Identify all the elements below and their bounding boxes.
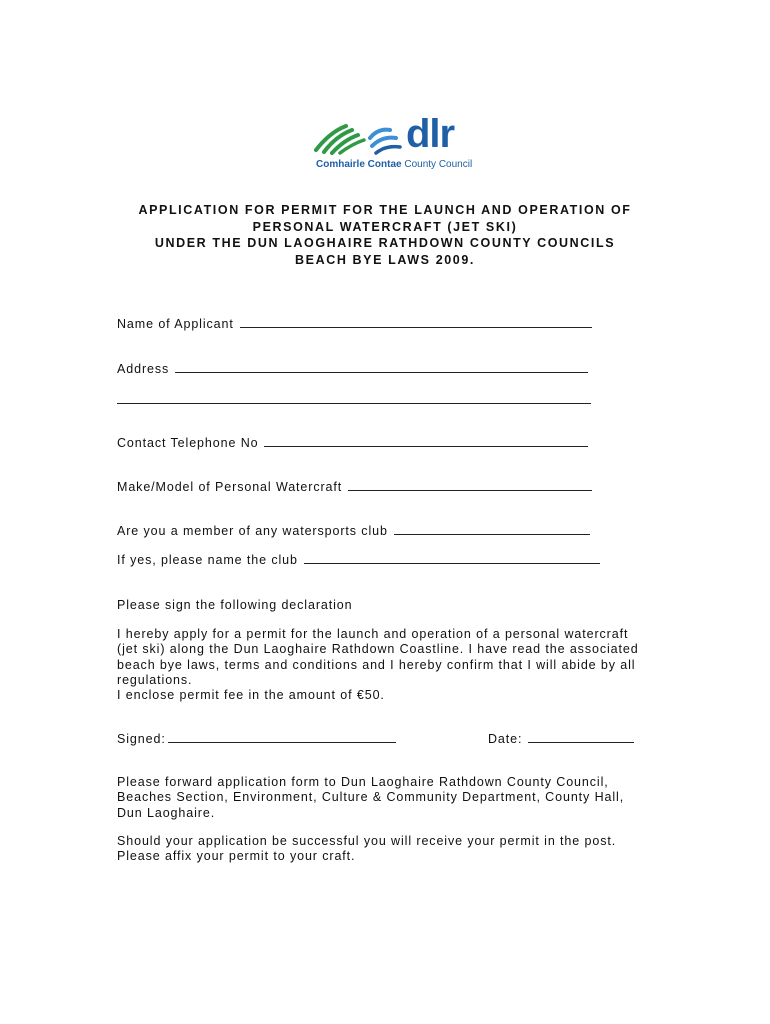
logo-subtitle-irish: Comhairle Contae <box>316 159 402 170</box>
date-label: Date: <box>488 732 523 746</box>
declaration-heading: Please sign the following declaration <box>117 598 353 612</box>
club-member-label: Are you a member of any watersports club <box>117 524 388 538</box>
title-line-3: UNDER THE DUN LAOGHAIRE RATHDOWN COUNTY COUNCILS <box>154 236 616 250</box>
make-model-field[interactable] <box>348 479 592 491</box>
declaration-line-3: beach bye laws, terms and conditions and I hereby confirm that I will abide by all <box>117 657 636 672</box>
address-field-line-2[interactable] <box>117 392 591 404</box>
closing-line-1: Should your application be successful you will receive your permit in the post. <box>117 834 617 848</box>
telephone-label: Contact Telephone No <box>117 436 259 450</box>
signed-label: Signed: <box>117 732 166 746</box>
club-member-field[interactable] <box>394 523 590 535</box>
signed-row <box>117 731 396 747</box>
declaration-line-5: I enclose permit fee in the amount of €50. <box>117 688 385 703</box>
declaration-line-2: (jet ski) along the Dun Laoghaire Rathdown Coastline. I have read the associated <box>117 642 639 657</box>
applicant-name-row <box>117 316 592 332</box>
title-line-2: PERSONAL WATERCRAFT (JET SKI) <box>252 219 518 234</box>
make-model-row <box>117 479 592 495</box>
council-logo <box>312 112 473 176</box>
forwarding-line-1: Please forward application form to Dun Laoghaire Rathdown County Council, <box>117 775 609 789</box>
closing-line-2: Please affix your permit to your craft. <box>117 849 356 864</box>
club-name-field[interactable] <box>304 552 600 564</box>
declaration-line-4: regulations. <box>117 672 193 687</box>
declaration-line-1: I hereby apply for a permit for the launch and operation of a personal watercraft <box>117 627 629 641</box>
logo-subtitle-english: County Council <box>404 159 473 170</box>
wave-icon <box>312 118 412 158</box>
logo-wordmark: dlr <box>406 112 455 156</box>
telephone-field[interactable] <box>264 435 588 447</box>
applicant-name-field[interactable] <box>240 316 592 328</box>
document-title <box>85 202 685 268</box>
telephone-row <box>117 435 588 451</box>
club-name-label: If yes, please name the club <box>117 553 298 567</box>
logo-subtitle <box>316 159 472 170</box>
address-row-2 <box>117 392 591 408</box>
title-line-1: APPLICATION FOR PERMIT FOR THE LAUNCH AND OPERATION OF <box>138 203 632 217</box>
applicant-name-label: Name of Applicant <box>117 317 234 331</box>
address-row <box>117 361 588 377</box>
forwarding-line-2: Beaches Section, Environment, Culture & Community Department, County Hall, <box>117 790 625 805</box>
signature-field[interactable] <box>168 731 396 743</box>
forwarding-instructions <box>117 775 662 821</box>
closing-text <box>117 834 662 865</box>
club-name-row <box>117 552 600 568</box>
club-member-row <box>117 523 590 539</box>
date-field[interactable] <box>528 731 634 743</box>
address-label: Address <box>117 362 170 376</box>
forwarding-line-3: Dun Laoghaire. <box>117 805 216 820</box>
declaration-text <box>117 627 662 703</box>
make-model-label: Make/Model of Personal Watercraft <box>117 480 343 494</box>
title-line-4: BEACH BYE LAWS 2009. <box>295 252 475 267</box>
date-row <box>488 731 634 747</box>
address-field-line-1[interactable] <box>175 361 588 373</box>
